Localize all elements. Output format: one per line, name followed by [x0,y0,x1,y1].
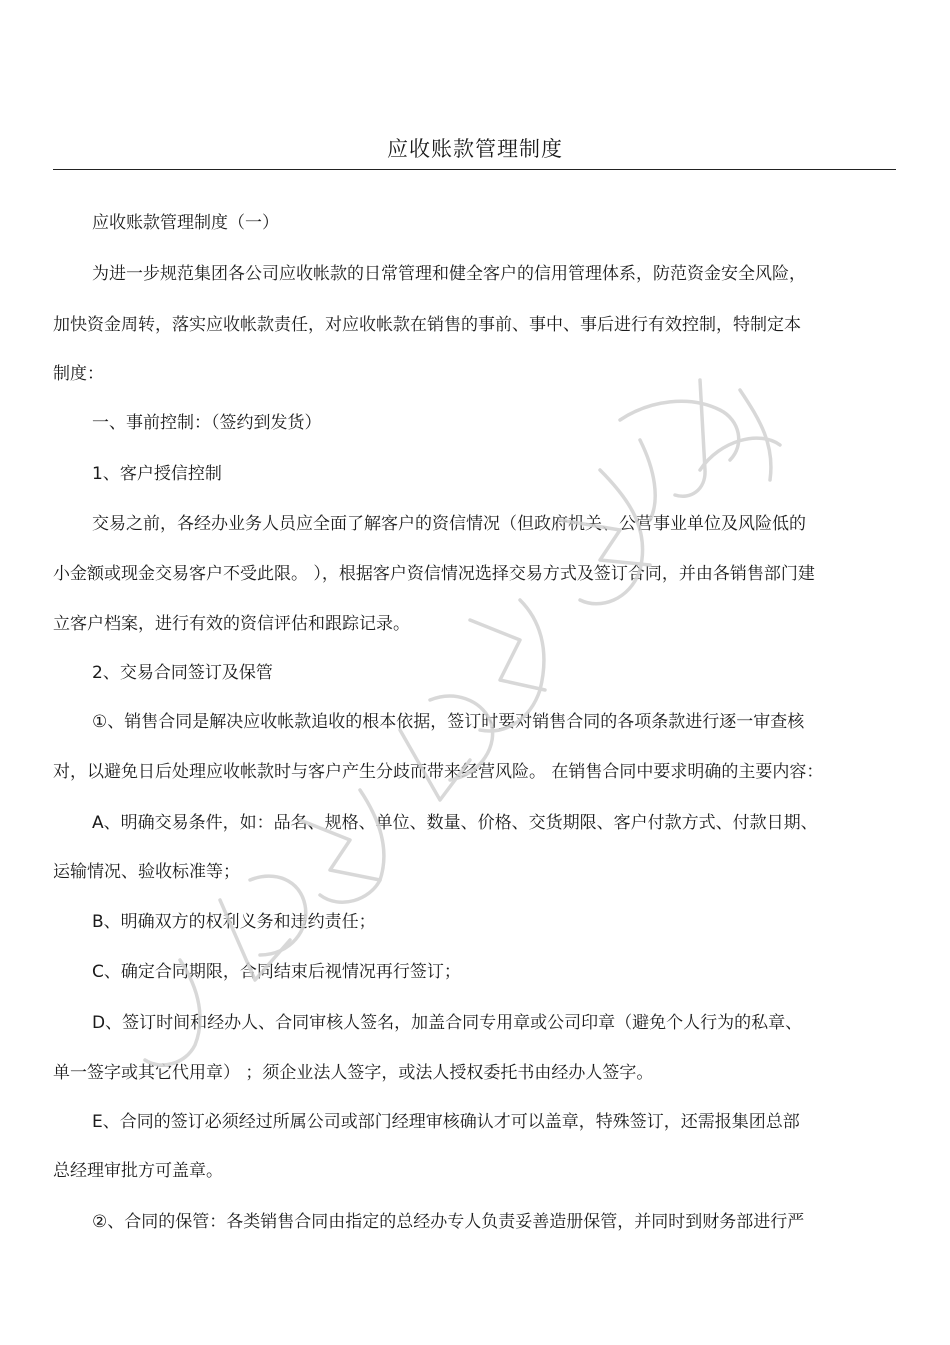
paragraph-line: ①、销售合同是解决应收帐款追收的根本依据，签订时要对销售合同的各项条款进行逐一审查核 [92,712,805,732]
paragraph-line: 立客户档案，进行有效的资信评估和跟踪记录。 [53,614,410,634]
list-item: E、合同的签订必须经过所属公司或部门经理审核确认才可以盖章，特殊签订，还需报集团总部 [92,1112,800,1132]
list-item: C、确定合同期限，合同结束后视情况再行签订； [92,962,461,982]
subsection-heading: 1、客户授信控制 [92,464,222,484]
paragraph-line: 制度： [53,364,104,384]
subsection-heading: 2、交易合同签订及保管 [92,663,273,683]
list-item: A、明确交易条件，如：品名、规格、单位、数量、价格、交货期限、客户付款方式、付款日期、 [92,813,818,833]
list-item: B、明确双方的权利义务和违约责任； [92,912,376,932]
document-title: 应收账款管理制度 [387,137,563,161]
paragraph-line: 加快资金周转，落实应收帐款责任，对应收帐款在销售的事前、事中、事后进行有效控制，特制定本 [53,315,801,335]
paragraph-line: 为进一步规范集团各公司应收帐款的日常管理和健全客户的信用管理体系，防范资金安全风险， [92,264,806,284]
paragraph-line: 对，以避免日后处理应收帐款时与客户产生分歧而带来经营风险。 在销售合同中要求明确的主要内容： [53,762,824,782]
list-item: D、签订时间和经办人、合同审核人签名，加盖合同专用章或公司印章（避免个人行为的私章、 [92,1013,803,1033]
paragraph-line: ②、合同的保管：各类销售合同由指定的总经办专人负责妥善造册保管，并同时到财务部进行严 [92,1212,805,1232]
paragraph-line: 应收账款管理制度（一） [92,213,279,233]
paragraph-line: 运输情况、验收标准等； [53,862,240,882]
paragraph-line: 交易之前，各经办业务人员应全面了解客户的资信情况（但政府机关、公营事业单位及风险低的 [92,514,806,534]
paragraph-line: 小金额或现金交易客户不受此限。 ），根据客户资信情况选择交易方式及签订合同，并由各销售部门建 [53,564,815,584]
title-divider [53,169,896,170]
section-heading: 一、事前控制：（签约到发货） [92,413,322,433]
paragraph-line: 单一签字或其它代用章） ；须企业法人签字，或法人授权委托书由经办人签字。 [53,1063,654,1083]
paragraph-line: 总经理审批方可盖章。 [53,1161,223,1181]
